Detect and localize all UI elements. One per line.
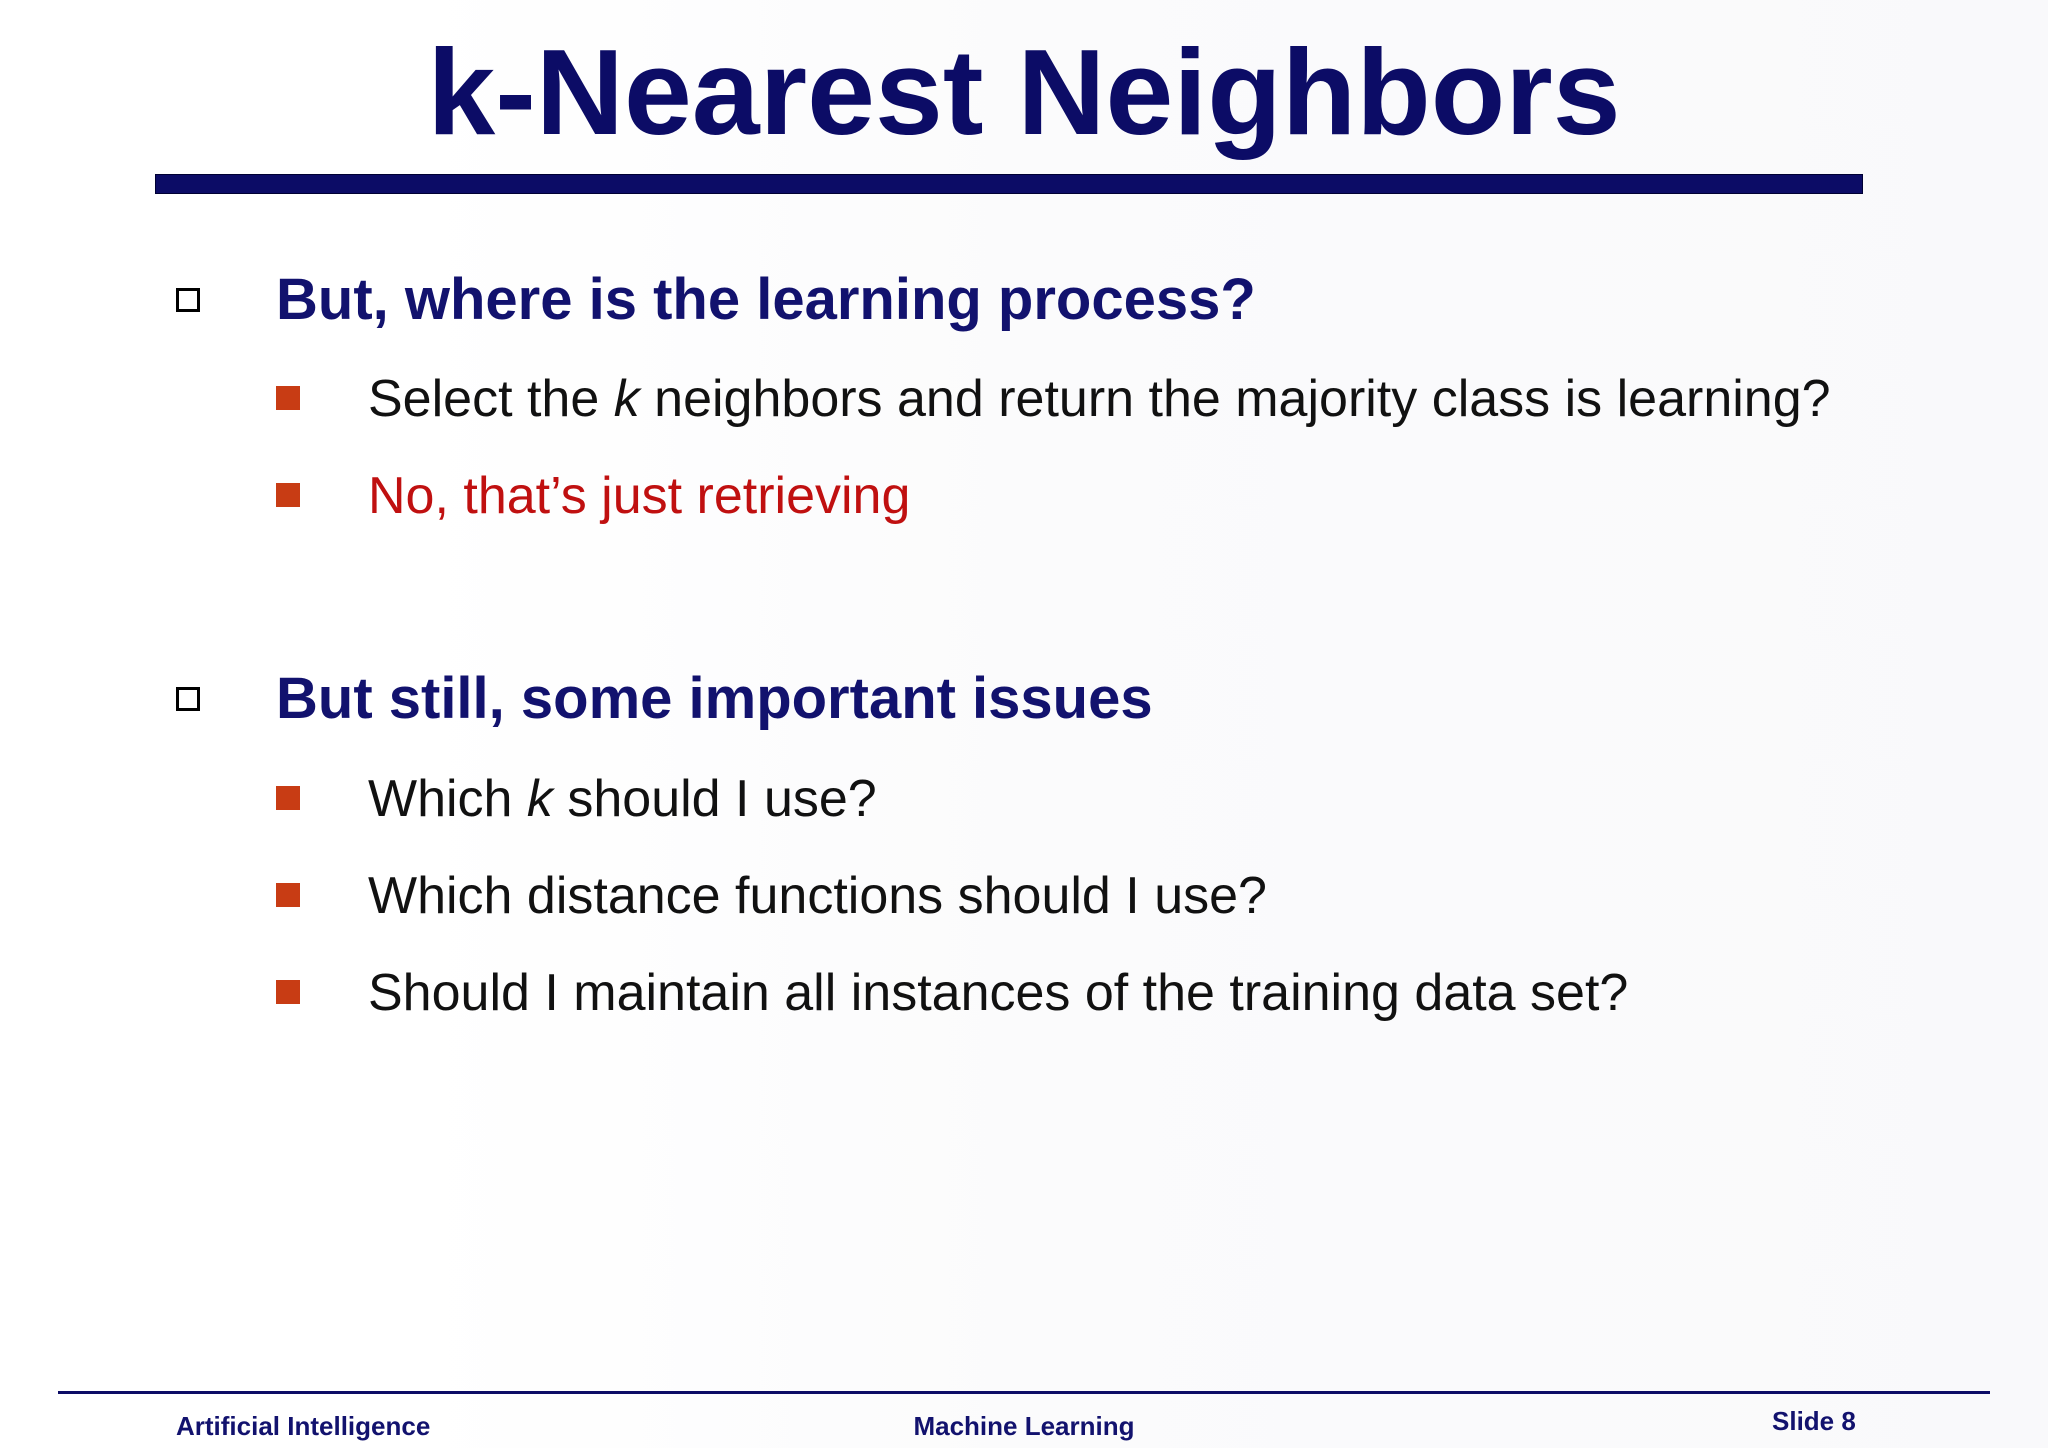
italic-k: k	[526, 770, 553, 828]
hollow-square-bullet-icon	[176, 288, 200, 312]
title-divider	[156, 175, 1862, 193]
text-after-k: should I use?	[552, 770, 877, 828]
slide-title: k-Nearest Neighbors	[427, 24, 1621, 160]
filled-square-bullet-icon	[276, 483, 300, 507]
text-after-k: neighbors and return the majority class is learning?	[639, 370, 1831, 428]
list-item-text	[368, 364, 1831, 434]
list-item-text: Should I maintain all instances of the training data set?	[368, 964, 1629, 1022]
footer-divider	[58, 1391, 1990, 1394]
filled-square-bullet-icon	[276, 980, 300, 1004]
filled-square-bullet-icon	[276, 883, 300, 907]
filled-square-bullet-icon	[276, 386, 300, 410]
footer-topic: Machine Learning	[913, 1411, 1135, 1441]
footer-slide-number: Slide 8	[1772, 1406, 1856, 1436]
italic-k: k	[613, 370, 640, 428]
section-heading-text: But still, some important issues	[276, 666, 1153, 731]
list-item-text-highlight: No, that’s just retrieving	[368, 467, 911, 525]
filled-square-bullet-icon	[276, 786, 300, 810]
list-item-text: Which distance functions should I use?	[368, 867, 1267, 925]
text-before-k: Select the	[368, 370, 614, 428]
list-item-text	[368, 764, 877, 834]
footer-course-title: Artificial Intelligence	[176, 1411, 431, 1441]
hollow-square-bullet-icon	[176, 687, 200, 711]
text-before-k: Which	[368, 770, 527, 828]
section-heading-text: But, where is the learning process?	[276, 267, 1256, 332]
